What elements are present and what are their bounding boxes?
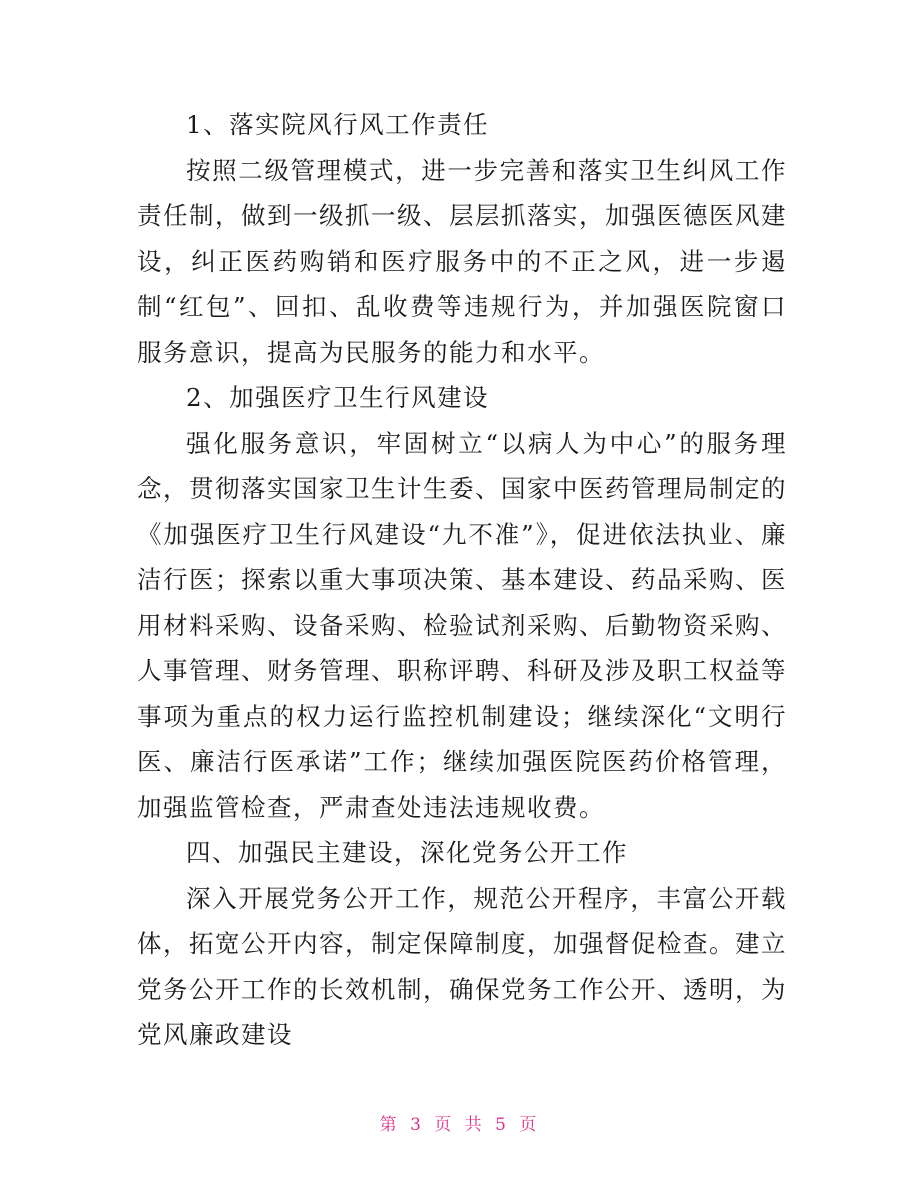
paragraph-party-affairs: 深入开展党务公开工作，规范公开程序，丰富公开载体，拓宽公开内容，制定保障制度，加强督促检查。建立党务公开工作的长效机制，确保党务工作公开、透明，为党风廉政建设 [137,883,787,1049]
document-body [137,102,787,1058]
page-number-footer: 第 3 页 共 5 页 [379,1115,541,1135]
heading-implement-responsibility: 1、落实院风行风工作责任 [186,110,490,139]
paragraph-service-awareness: 强化服务意识，牢固树立“以病人为中心”的服务理念，贯彻落实国家卫生计生委、国家中医药管理局制定的《加强医疗卫生行风建设“九不准”》，促进依法执业、廉洁行医；探索以重大事项决策、基本建设、药品采购、医用材料采购、设备采购、检验试剂采购、后勤物资采购、人事管理、财务管理、职称评聘、科研及涉及职工权益等事项为重点的权力运行监控机制建设；继续深化“文明行医、廉洁行医承诺”工作；继续加强医院医药价格管理，加强监管检查，严肃查处违法违规收费。 [137,428,787,822]
heading-democratic-construction: 四、加强民主建设，深化党务公开工作 [186,838,628,867]
paragraph-management-model: 按照二级管理模式，进一步完善和落实卫生纠风工作责任制，做到一级抓一级、层层抓落实，加强医德医风建设，纠正医药购销和医疗服务中的不正之风，进一步遏制“红包”、回扣、乱收费等违规行为，并加强医院窗口服务意识，提高为民服务的能力和水平。 [137,155,787,367]
heading-medical-conduct: 2、加强医疗卫生行风建设 [186,383,490,412]
